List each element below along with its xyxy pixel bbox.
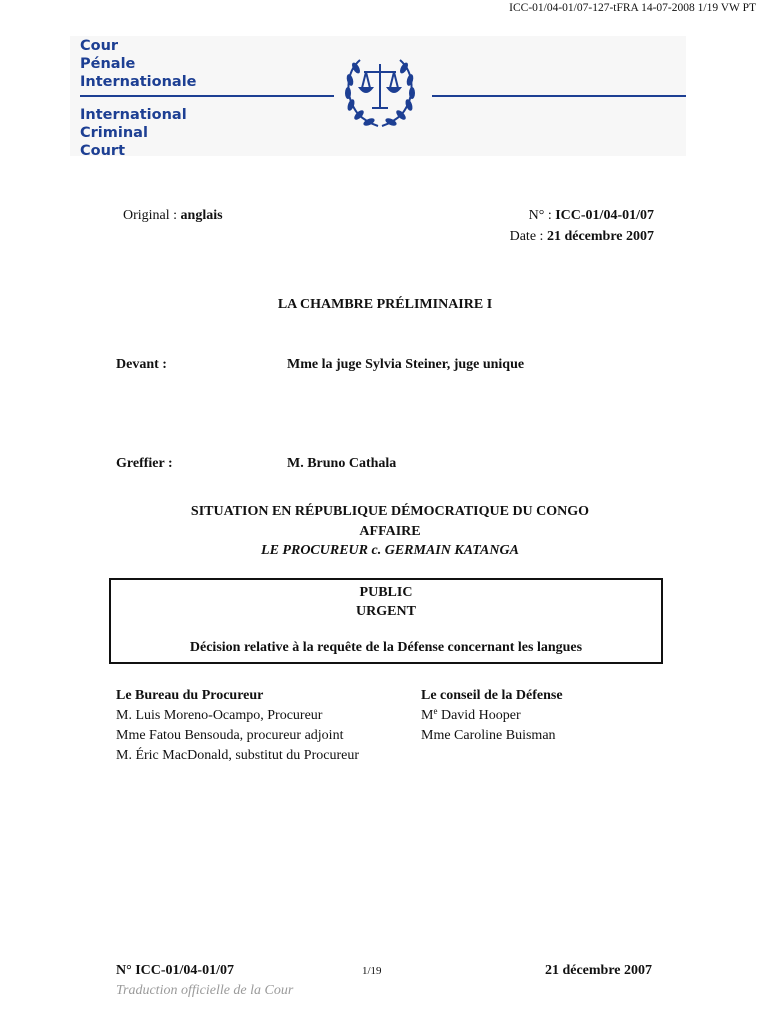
greffier-label: Greffier : [116,456,173,471]
court-name-english [80,106,187,160]
prosecutor-block [116,686,359,766]
affaire-label: AFFAIRE [359,524,421,539]
footer-number: N° ICC-01/04-01/07 [116,963,234,978]
footer-page: 1/19 [362,965,382,977]
logo-line: Court [80,143,126,159]
case-title: LE PROCUREUR c. GERMAIN KATANGA [261,543,519,558]
prosecutor-line: M. Luis Moreno-Ocampo, Procureur [116,708,323,723]
classification-box [109,578,663,664]
logo-line: Cour [80,38,119,54]
date-label: Date : [509,229,547,244]
prosecutor-heading: Le Bureau du Procureur [116,688,264,703]
defence-line: Mme Caroline Buisman [421,728,556,743]
document-date [510,229,654,245]
defence-block [421,686,563,746]
situation-title: SITUATION EN RÉPUBLIQUE DÉMOCRATIQUE DU CONGO [190,504,590,519]
logo-line: Criminal [80,125,148,141]
logo-line: Internationale [80,74,197,90]
logo-line: Pénale [80,56,136,72]
court-name-french [80,37,197,91]
number-value: ICC-01/04-01/07 [555,208,654,223]
logo-line: International [80,107,187,123]
chamber-title: LA CHAMBRE PRÉLIMINAIRE I [277,297,493,312]
devant-value: Mme la juge Sylvia Steiner, juge unique [287,357,525,372]
original-value: anglais [180,208,223,223]
decision-title: Décision relative à la requête de la Défense concernant les langues [189,640,583,655]
footer-translation: Traduction officielle de la Cour [116,983,294,998]
prosecutor-line: M. Éric MacDonald, substitut du Procureur [116,748,360,763]
prosecutor-line: Mme Fatou Bensouda, procureur adjoint [116,728,344,743]
scales-of-justice-laurel-icon [332,48,428,130]
original-label: Original : [123,208,181,223]
urgent-label: URGENT [356,604,416,619]
original-language [123,208,223,224]
devant-label: Devant : [116,357,167,372]
defence-line1-prefix: M [421,708,434,723]
defence-line1-rest: David Hooper [437,708,521,723]
document-number [529,208,654,224]
greffier-value: M. Bruno Cathala [287,456,397,471]
letterhead-rule-right [432,95,686,97]
date-value: 21 décembre 2007 [546,229,654,244]
defence-line1-sup: e [433,706,438,716]
footer-date: 21 décembre 2007 [544,963,652,978]
number-label: N° : [528,208,556,223]
letterhead-rule-left [80,95,334,97]
document-stamp: ICC-01/04-01/07-127-tFRA 14-07-2008 1/19 VW PT [509,2,756,14]
defence-line [421,706,563,726]
public-label: PUBLIC [359,585,413,600]
defence-heading: Le conseil de la Défense [421,688,563,703]
